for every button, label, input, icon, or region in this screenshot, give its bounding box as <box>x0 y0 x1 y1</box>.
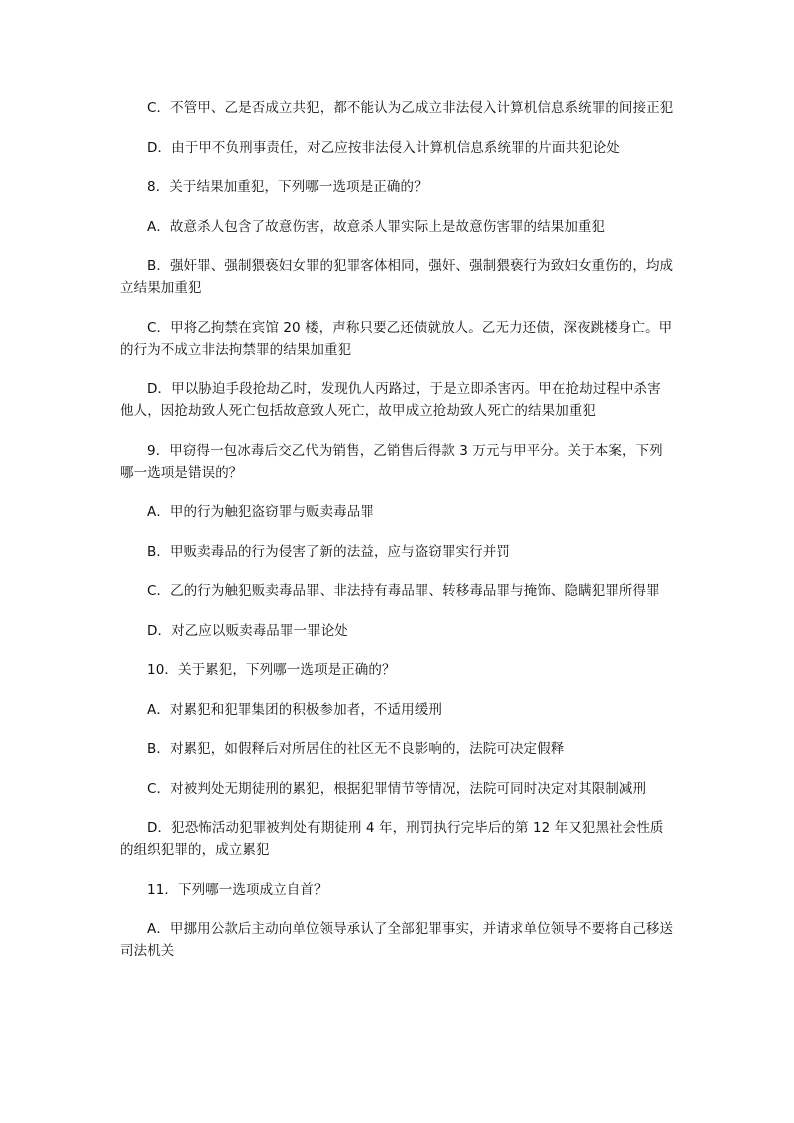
question-8: 8．关于结果加重犯，下列哪一选项是正确的？ <box>147 179 428 195</box>
question-9: 9．甲窃得一包冰毒后交乙代为销售，乙销售后得款 3 万元与甲平分。关于本案，下列哪一选项是错误的？ <box>120 442 663 481</box>
option-c-q7: C．不管甲、乙是否成立共犯，都不能认为乙成立非法侵入计算机信息系统罪的间接正犯 <box>147 100 674 116</box>
option-c-q8: C．甲将乙拘禁在宾馆 20 楼，声称只要乙还债就放人。乙无力还债，深夜跳楼身亡。甲的行为不成立非法拘禁罪的结果加重犯 <box>120 319 673 358</box>
option-c-q9: C．乙的行为触犯贩卖毒品罪、非法持有毒品罪、转移毒品罪与掩饰、隐瞒犯罪所得罪 <box>147 583 660 599</box>
option-d-q8: D．甲以胁迫手段抢劫乙时，发现仇人丙路过，于是立即杀害丙。甲在抢劫过程中杀害他人，因抢劫致人死亡包括故意致人死亡，故甲成立抢劫致人死亡的结果加重犯 <box>120 381 661 419</box>
option-a-q8: A．故意杀人包含了故意伤害，故意杀人罪实际上是故意伤害罪的结果加重犯 <box>147 218 606 235</box>
option-b-q8: B．强奸罪、强制猥亵妇女罪的犯罪客体相同，强奸、强制猥亵行为致妇女重伤的，均成立结果加重犯 <box>120 258 674 296</box>
option-a-q11: A．甲挪用公款后主动向单位领导承认了全部犯罪事实，并请求单位领导不要将自己移送司法机关 <box>120 921 674 959</box>
option-d-q9: D．对乙应以贩卖毒品罪一罪论处 <box>147 622 348 639</box>
option-b-q9: B．甲贩卖毒品的行为侵害了新的法益，应与盗窃罪实行并罚 <box>147 543 510 560</box>
question-11: 11．下列哪一选项成立自首？ <box>147 881 328 898</box>
option-d-q7: D．由于甲不负刑事责任，对乙应按非法侵入计算机信息系统罪的片面共犯论处 <box>147 139 620 156</box>
option-a-q10: A．对累犯和犯罪集团的积极参加者，不适用缓刑 <box>147 701 442 718</box>
option-b-q10: B．对累犯，如假释后对所居住的社区无不良影响的，法院可决定假释 <box>147 741 565 757</box>
option-d-q10: D．犯恐怖活动犯罪被判处有期徒刑 4 年，刑罚执行完毕后的第 12 年又犯黑社会性质的组织犯罪的，成立累犯 <box>120 820 664 858</box>
option-c-q10: C．对被判处无期徒刑的累犯，根据犯罪情节等情况，法院可同时决定对其限制减刑 <box>147 780 647 797</box>
option-a-q9: A．甲的行为触犯盗窃罪与贩卖毒品罪 <box>147 504 374 520</box>
question-10: 10．关于累犯，下列哪一选项是正确的？ <box>147 662 396 678</box>
